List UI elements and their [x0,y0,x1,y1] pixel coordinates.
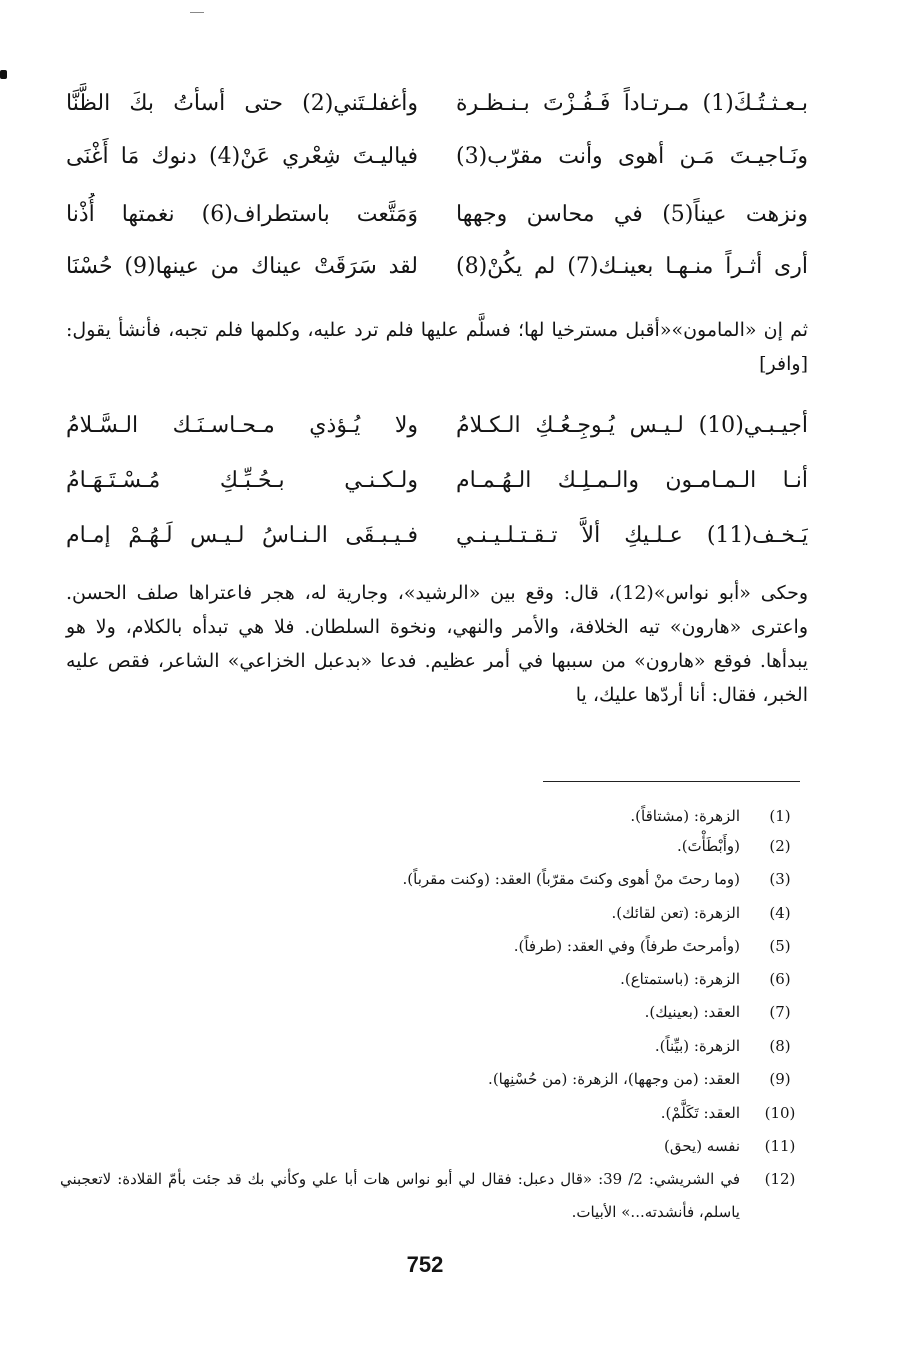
hemistich-second: ولا يُـؤذي مـحـاسـنَـك الـسَّـلامُ [66,413,418,438]
footnote-number: (10) [764,1104,796,1122]
hemistich-first: أرى أثـراً منـهـا بعينـك(7) لم يكُنْ(8) [456,254,808,279]
footnote-text: (وأمرحتَ طرفاً) وفي العقد: (طرفاً). [513,937,740,955]
hemistich-first: يَـخـف(11) عـلـيكِ ألاَّ تـقـتـلـيـنـي [456,523,808,548]
hemistich-second: ولـكـنـي بـحُـبِّـكِ مُـسْـتَـهَـامُ [66,468,418,493]
footnote-number: (1) [769,807,791,825]
footnote-number: (2) [769,837,791,855]
hemistich-first: بـعـثـتُـكَ(1) مـرتـاداً فَـفُـزْتَ بـنـظـرة [456,91,808,116]
hemistich-second: وأغفلـتَني(2) حتى أسأتُ بكَ الظَّنَّا [66,91,418,116]
hemistich-first: ونَـاجيـتَ مَـن أهوى وأنت مقرّب(3) [456,144,808,169]
prose-paragraph-1: ثم إن «المامون»«أقبل مسترخيا لها؛ فسلَّم عليها فلم ترد عليه، وكلمها فلم تجبه، فأنشأ يقول: [وافر] [66,319,808,375]
footnote-number: (4) [769,904,791,922]
poem-1-line-2 [66,135,808,179]
poem-1-line-3 [66,193,808,237]
footnote-text: (وأَبْطَأْتَ). [676,837,740,855]
footnote-text: العقد: (من وجهها)، الزهرة: (من حُسْنِها). [488,1070,740,1088]
footnote-number: (3) [769,870,791,888]
footnote-number: (6) [769,970,791,988]
footnote-text: العقد: (بعينيك). [644,1003,740,1021]
poem-2-line-3 [66,514,808,558]
hemistich-second: لقد سَرَقَتْ عيناك من عينها(9) حُسْنَا [66,254,418,279]
hemistich-first: ونزهت عيناً(5) في محاسن وجهها [456,202,808,227]
hemistich-first: أجيـبـي(10) لـيـس يُـوجِـعُـكِ الـكـلامُ [456,413,808,438]
prose-paragraph-2: وحكى «أبو نواس»(12)، قال: وقع بين «الرشيد»، وجارية له، هجر فاعتراها صلف الحسن. واعترى «هارون» تيه الخلافة، والأمر والنهي، ونخوة السلطان. فلا هي تبدأه بالكلام، ولا هو يبدأها. فوقع «هارون» من سببها في أمر عظيم. فدعا «بدعبل الخزاعي» الشاعر، فقص عليه الخبر، فقال: أنا أردّها عليك، يا [66,582,809,706]
footnote-text: في الشريشي: 2/ 39: «قال دعبل: فقال لي أبو نواس هات أبا علي وكأني بك قد جئت بأمّ القلادة: لاتعجبني ياسلم، فأنشدته...» الأبيات. [60,1170,740,1221]
footnote-number: (12) [764,1170,796,1188]
footnote-number: (7) [769,1003,791,1021]
top-mark [190,12,204,13]
footnote-text: الزهرة: (تعن لقائك). [611,904,740,922]
footnote-text: نفسه (يحق) [663,1137,740,1155]
footnote-separator [543,781,800,782]
poem-1-line-4 [66,245,808,289]
poem-2-line-1 [66,404,808,448]
footnote-number: (9) [769,1070,791,1088]
footnote-number: (11) [764,1137,796,1155]
poem-1-line-1 [66,82,808,126]
footnote-text: الزهرة: (مشتاقاً). [630,807,740,825]
hemistich-first: أنـا الـمـامـون والـمـلِـك الـهُـمـام [456,468,808,493]
footnote-text: الزهرة: (باستمتاع). [620,970,740,988]
page-number: 752 [406,1252,444,1277]
footnote-number: (5) [769,937,791,955]
hemistich-second: فياليـتَ شِعْري عَنْ(4) دنوك مَا أَغْنَى [66,144,418,169]
hemistich-second: وَمَتَّعت باستطراف(6) نغمتها أُذْنا [66,202,418,227]
footnote-number: (8) [769,1037,791,1055]
footnote-text: الزهرة: (بيِّناً). [654,1037,740,1055]
hemistich-second: فـيـبـقَى الـنـاسُ لـيـس لَـهُـمْ إمـام [66,523,418,548]
poem-2-line-2 [66,459,808,503]
footnote-text: العقد: تَكَلَّمْ). [660,1104,740,1122]
margin-mark [0,70,7,79]
footnote-text: (وما رحتَ منْ أهوى وكنتَ مقرّباً) العقد: (وكنت مقرباً). [402,870,740,888]
